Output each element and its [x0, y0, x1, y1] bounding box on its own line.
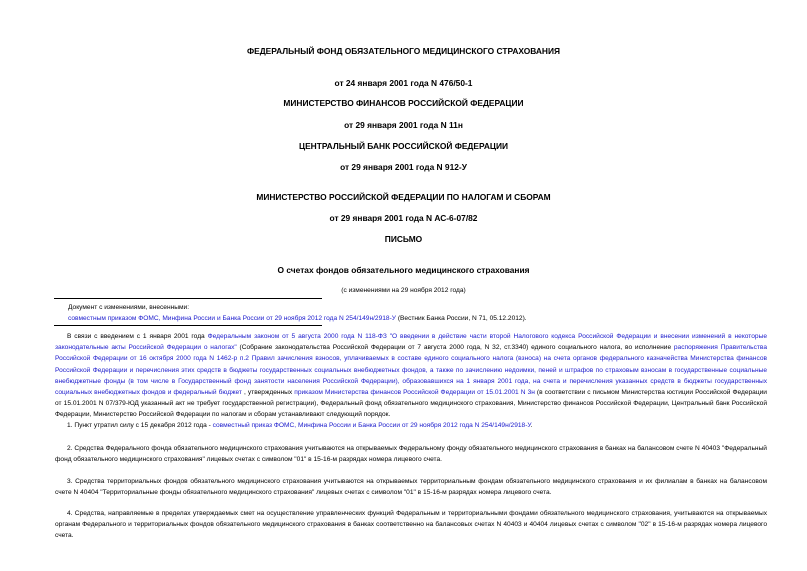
rules-link[interactable]: п.2 Правил зачисления взносов, уплачиваемых в составе единого социального налога (взноса) на счета органов федерального казначейства Министерства финансов Российской Федерации и перечисления этих средств в бюджеты государственных социальных внебюджетных фондов, а также по зачислению недоимки, пеней и штрафов по страховым взносам в государственные социальные внебюджетные фонды (в том числе в Государственный фонд занятости населения Российской Федерации), образовавшихся на 1 января 2001 года, на счета и перечисления указанных средств в бюджеты государственных социальных внебюджетных фондов и федеральный бюджет	[55, 355, 767, 397]
federal-law-link[interactable]: Федеральным законом от 5 августа 2000 года N 118-ФЗ "О введении в действие части второй Налогового кодекса Российской Федерации и внесении изменений в некоторые законодательные акты Российской Федерации о налогах"	[55, 333, 767, 352]
issuer-minfin-date: от 29 января 2001 года N 11н	[344, 120, 463, 130]
divider-top	[54, 298, 322, 299]
revision-info-tail: (Вестник Банка России, N 71, 05.12.2012).	[395, 315, 527, 322]
document-title: О счетах фондов обязательного медицинского страхования	[277, 265, 530, 275]
item-1-tail: .	[530, 422, 533, 429]
item-2-paragraph: 2. Средства Федерального фонда обязательного медицинского страхования учитываются на открываемых Федеральному фонду обязательного медицинского страхования в банках на балансовом счете N 40403 "Федеральный фонд обязательного медицинского страхования" лицевых счетах с символом "01" в 15-16-м разрядах номера лицевого счета.	[55, 445, 767, 464]
preamble-paragraph	[55, 331, 767, 421]
revision-info-line	[68, 314, 527, 323]
issuer-minfin: МИНИСТЕРСТВО ФИНАНСОВ РОССИЙСКОЙ ФЕДЕРАЦИИ	[283, 98, 524, 108]
minfin-order-link[interactable]: приказом Министерства финансов Российской Федерации от 15.01.2001 N 3н	[294, 389, 535, 397]
issuer-cbr: ЦЕНТРАЛЬНЫЙ БАНК РОССИЙСКОЙ ФЕДЕРАЦИИ	[298, 141, 509, 151]
preamble-text-2: (Собрание законодательства Российской Федерации от 7 августа 2000 года, N 32, ст.3340) единого социального налога, во исполнение	[236, 344, 674, 352]
document-type: ПИСЬМО	[384, 234, 423, 244]
item-1-link[interactable]: совместный приказ ФОМС, Минфина России и Банка России от 29 ноября 2012 года N 254/149н/2918-У	[212, 422, 531, 429]
item-4-paragraph: 4. Средства, направляемые в пределах утверждаемых смет на осуществление управленческих функций Федеральным и территориальными фондами обязательного медицинского страхования, учитываются на открываемых органам Федерального и территориальных фондов обязательного медицинского страхования в банках соответственно на балансовых счетах N 40403 и 40404 лицевых счетах с символом "02" в 15-16-м разрядах номера лицевого счета.	[55, 510, 767, 540]
government-order-link[interactable]: распоряжения Правительства Российской Федерации от 16 октября 2000 года N 1462-р	[55, 344, 767, 363]
preamble-text-5: (в соответствии с письмом Министерства юстиции Российской Федерации от 15.01.2001 N 07/379-ЮД указанный акт не требует государственной регистрации), Федеральный фонд обязательного медицинского страхования, Министерство финансов Российской Федерации, Центральный банк Российской Федерации, Министерство Российской Федерации по налогам и сборам устанавливают следующий порядок.	[55, 389, 767, 419]
divider-bottom	[54, 325, 322, 326]
issuer-mns: МИНИСТЕРСТВО РОССИЙСКОЙ ФЕДЕРАЦИИ ПО НАЛОГАМ И СБОРАМ	[256, 192, 551, 202]
issuer-ffoms-date: от 24 января 2001 года N 476/50-1	[334, 78, 473, 88]
issuer-cbr-date: от 29 января 2001 года N 912-У	[340, 162, 467, 172]
preamble-text-1: В связи с введением с 1 января 2001 года	[67, 333, 208, 340]
item-1-paragraph	[55, 420, 767, 431]
item-1-text: 1. Пункт утратил силу с 15 декабря 2012 года -	[67, 422, 213, 429]
revision-info-label: Документ с изменениями, внесенными:	[68, 304, 190, 311]
amendment-order-link[interactable]: совместным приказом ФОМС, Минфина России и Банка России от 29 ноября 2012 года N 254/149н/2918-У	[68, 315, 396, 322]
issuer-ffoms: ФЕДЕРАЛЬНЫЙ ФОНД ОБЯЗАТЕЛЬНОГО МЕДИЦИНСКОГО СТРАХОВАНИЯ	[246, 46, 561, 56]
issuer-mns-date: от 29 января 2001 года N АС-6-07/82	[329, 213, 478, 223]
item-3-paragraph: 3. Средства территориальных фондов обязательного медицинского страхования учитываются на открываемых территориальным фондам обязательного медицинского страхования и их филиалам в банках на балансовом счете N 40404 "Территориальные фонды обязательного медицинского страхования" лицевых счетах с символом "01" в 15-16-м разрядах номера лицевого счета.	[55, 478, 767, 497]
preamble-text-4: , утвержденных	[241, 389, 295, 397]
revision-note: (с изменениями на 29 ноября 2012 года)	[341, 287, 466, 294]
